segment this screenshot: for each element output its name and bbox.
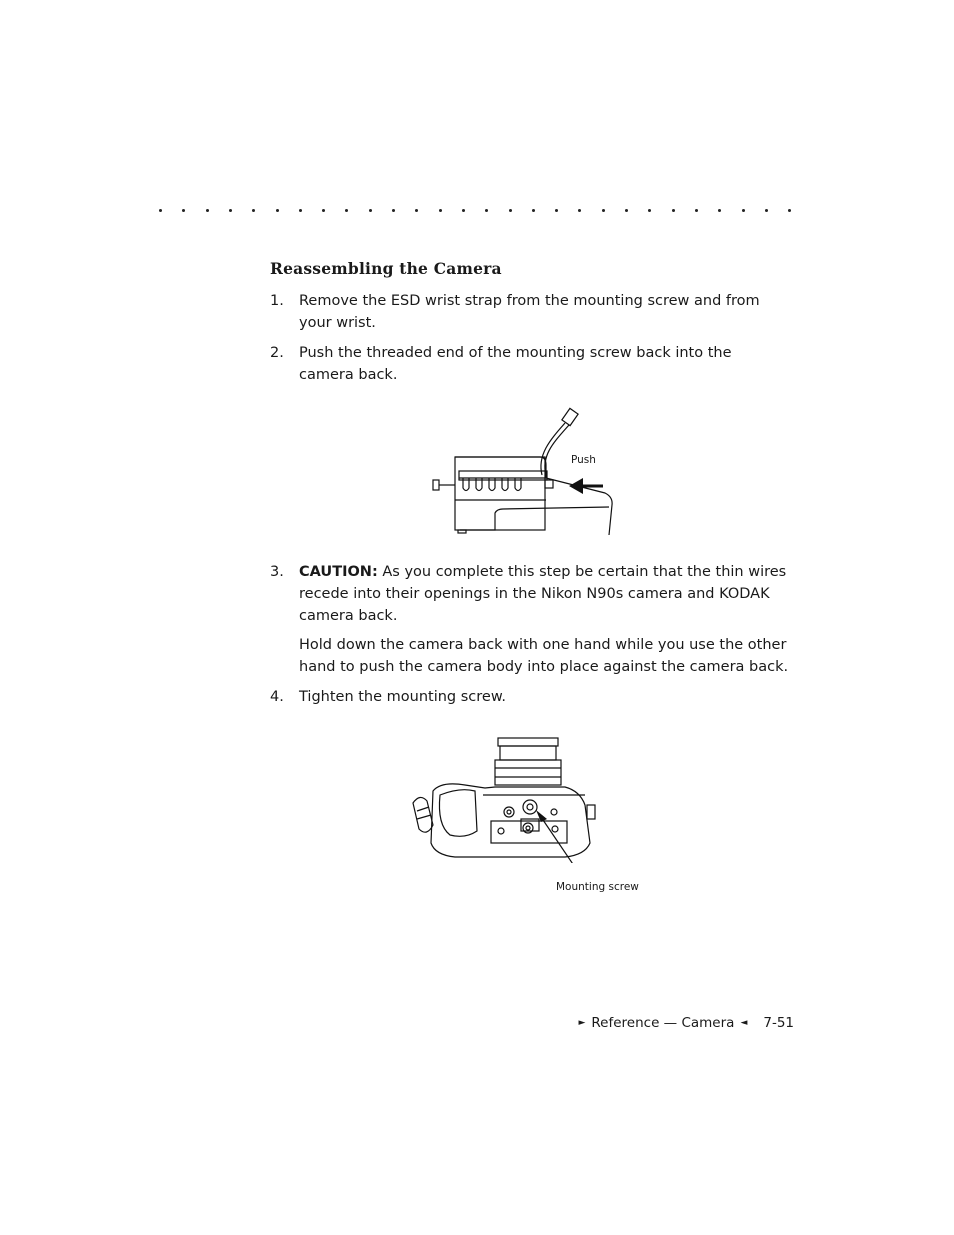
rule-dot: [532, 209, 535, 212]
rule-dot: [415, 209, 418, 212]
rule-dot: [369, 209, 372, 212]
step-3-note: [270, 634, 790, 678]
step-1: [270, 290, 790, 334]
step-4: [270, 686, 790, 708]
camera-bottom-illustration: [405, 733, 605, 863]
rule-dot: [252, 209, 255, 212]
rule-dot: [578, 209, 581, 212]
rule-dot: [485, 209, 488, 212]
rule-dot: [229, 209, 232, 212]
step-number: 2.: [270, 345, 284, 361]
rule-dot: [509, 209, 512, 212]
step-number: 4.: [270, 689, 284, 705]
footer-section: Reference — Camera: [591, 1015, 735, 1031]
push-camera-illustration: [425, 405, 625, 535]
section-title: Reassembling the Camera: [270, 259, 502, 278]
rule-dot: [765, 209, 768, 212]
rule-dot: [625, 209, 628, 212]
rule-dot: [299, 209, 302, 212]
caution-label: CAUTION:: [299, 564, 378, 580]
rule-dot: [345, 209, 348, 212]
step-text: Tighten the mounting screw.: [299, 689, 506, 705]
dotted-rule: [159, 203, 799, 219]
step-number: 1.: [270, 293, 284, 309]
page-footer: [578, 1015, 794, 1031]
rule-dot: [672, 209, 675, 212]
rule-dot: [695, 209, 698, 212]
step-2: [270, 342, 790, 386]
rule-dot: [439, 209, 442, 212]
step-3: [270, 561, 790, 627]
rule-dot: [462, 209, 465, 212]
step-text: [299, 561, 790, 627]
mounting-screw-label: Mounting screw: [556, 881, 639, 893]
rule-dot: [392, 209, 395, 212]
step-text: Remove the ESD wrist strap from the mounting screw and from your wrist.: [299, 293, 760, 331]
rule-dot: [718, 209, 721, 212]
right-pointer-icon: ►: [578, 1018, 586, 1028]
rule-dot: [206, 209, 209, 212]
rule-dot: [602, 209, 605, 212]
note-text: Hold down the camera back with one hand while you use the other hand to push the camera body into place against the camera back.: [299, 637, 789, 675]
rule-dot: [648, 209, 651, 212]
step-text: Push the threaded end of the mounting screw back into the camera back.: [299, 345, 732, 383]
rule-dot: [276, 209, 279, 212]
left-pointer-icon: ◄: [740, 1018, 748, 1028]
rule-dot: [788, 209, 791, 212]
rule-dot: [322, 209, 325, 212]
step-number: 3.: [270, 564, 284, 580]
rule-dot: [182, 209, 185, 212]
rule-dot: [159, 209, 162, 212]
rule-dot: [555, 209, 558, 212]
rule-dot: [742, 209, 745, 212]
caution-text: As you complete this step be certain that the thin wires recede into their openings in the Nikon N90s camera and KODAK camera back.: [299, 564, 787, 624]
page-number: 7-51: [763, 1015, 794, 1031]
push-label: Push: [571, 454, 596, 466]
